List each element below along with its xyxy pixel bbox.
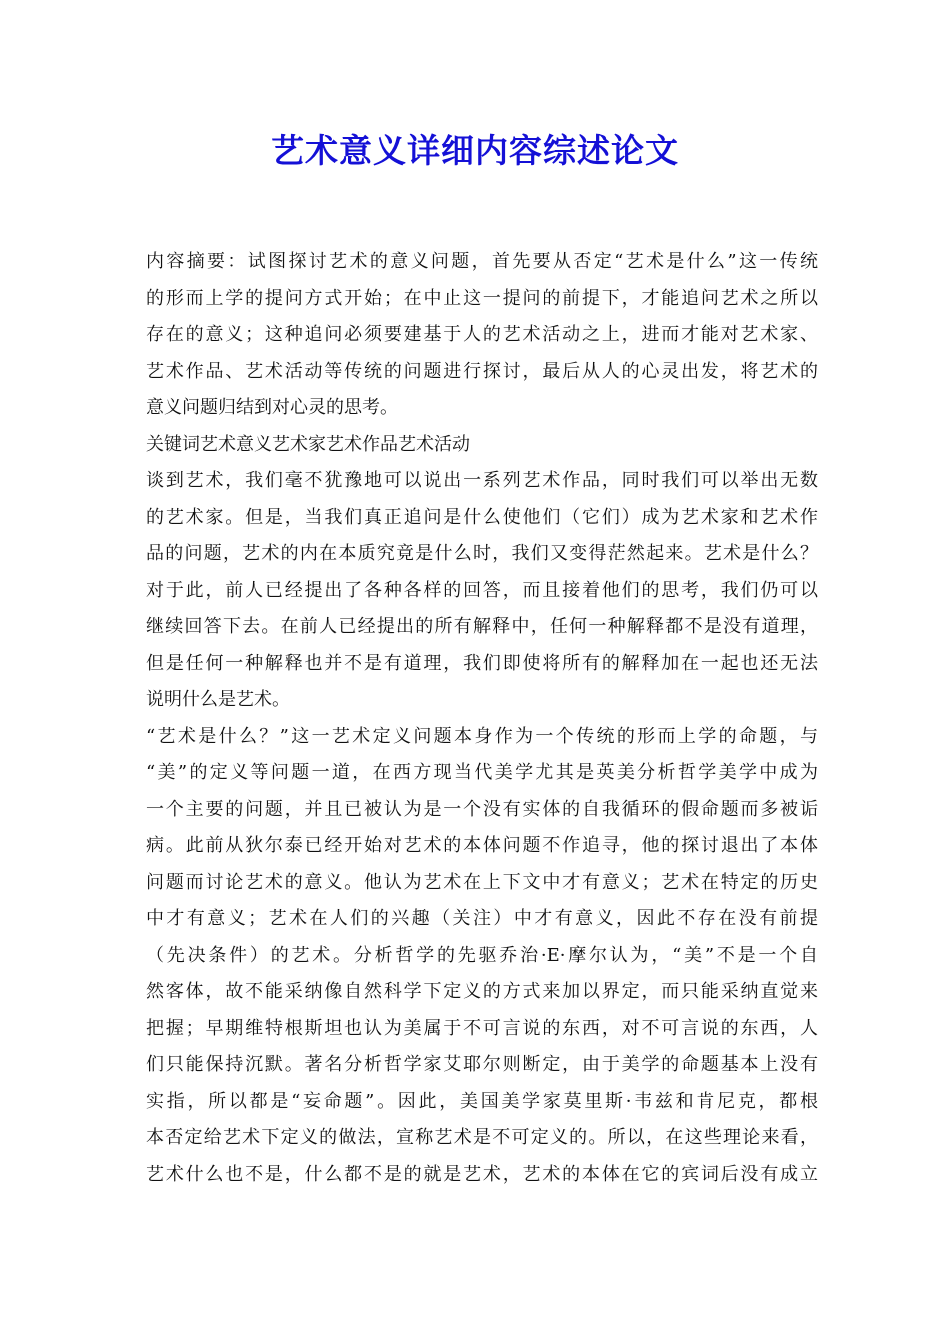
paragraph-line: 继续回答下去。在前人已经提出的所有解释中，任何一种解释都不是没有道理，: [146, 616, 818, 637]
paragraph-line: 们只能保持沉默。著名分析哲学家艾耶尔则断定，由于美学的命题基本上没有: [146, 1054, 818, 1075]
abstract-line: 意义问题归结到对心灵的思考。: [146, 397, 398, 418]
paragraph-line: 但是任何一种解释也并不是有道理，我们即使将所有的解释加在一起也还无法: [146, 652, 818, 674]
paragraph-line: 一个主要的问题，并且已被认为是一个没有实体的自我循环的假命题而多被诟: [146, 798, 818, 820]
abstract-line: 内容摘要：试图探讨艺术的意义问题，首先要从否定“艺术是什么”这一传统: [146, 251, 818, 272]
paragraph-line: 对于此，前人已经提出了各种各样的回答，而且接着他们的思考，我们仍可以: [146, 579, 818, 601]
paragraph-line: 说明什么是艺术。: [146, 689, 290, 710]
paragraph-line: 病。此前从狄尔泰已经开始对艺术的本体问题不作追寻，他的探讨退出了本体: [146, 835, 818, 856]
paragraph-line: 把握；早期维特根斯坦也认为美属于不可言说的东西，对不可言说的东西，人: [146, 1017, 818, 1039]
keywords-line: 关键词艺术意义艺术家艺术作品艺术活动: [146, 433, 470, 455]
paragraph-line: “美”的定义等问题一道，在西方现当代美学尤其是英美分析哲学美学中成为: [146, 762, 818, 783]
abstract-line: 艺术作品、艺术活动等传统的问题进行探讨，最后从人的心灵出发，将艺术的: [146, 360, 818, 382]
document-title: 艺术意义详细内容综述论文: [271, 131, 679, 170]
abstract-line: 存在的意义；这种追问必须要建基于人的艺术活动之上，进而才能对艺术家、: [146, 324, 818, 345]
abstract-line: 的形而上学的提问方式开始；在中止这一提问的前提下，才能追问艺术之所以: [146, 287, 818, 309]
paragraph-line: 中才有意义；艺术在人们的兴趣（关注）中才有意义，因此不存在没有前提: [146, 908, 818, 929]
paragraph-line: 艺术什么也不是，什么都不是的就是艺术，艺术的本体在它的宾词后没有成立: [146, 1163, 818, 1185]
document-body: [146, 244, 818, 1193]
paragraph-line: 实指，所以都是“妄命题”。因此，美国美学家莫里斯·韦兹和肯尼克，都根: [146, 1090, 818, 1112]
paragraph-line: 本否定给艺术下定义的做法，宣称艺术是不可定义的。所以，在这些理论来看，: [146, 1127, 818, 1148]
paragraph-line: 问题而讨论艺术的意义。他认为艺术在上下文中才有意义；艺术在特定的历史: [146, 871, 818, 893]
paragraph-line: 谈到艺术，我们毫不犹豫地可以说出一系列艺术作品，同时我们可以举出无数: [146, 470, 818, 491]
paragraph-line: 的艺术家。但是，当我们真正追问是什么使他们（它们）成为艺术家和艺术作: [146, 506, 818, 528]
paragraph-line: （先决条件）的艺术。分析哲学的先驱乔治·E·摩尔认为，“美”不是一个自: [146, 944, 818, 966]
paragraph-line: 品的问题，艺术的内在本质究竟是什么时，我们又变得茫然起来。艺术是什么？: [146, 543, 818, 564]
paragraph-line: 然客体，故不能采纳像自然科学下定义的方式来加以界定，而只能采纳直觉来: [146, 981, 818, 1002]
paragraph-line: “艺术是什么？”这一艺术定义问题本身作为一个传统的形而上学的命题，与: [146, 725, 818, 747]
